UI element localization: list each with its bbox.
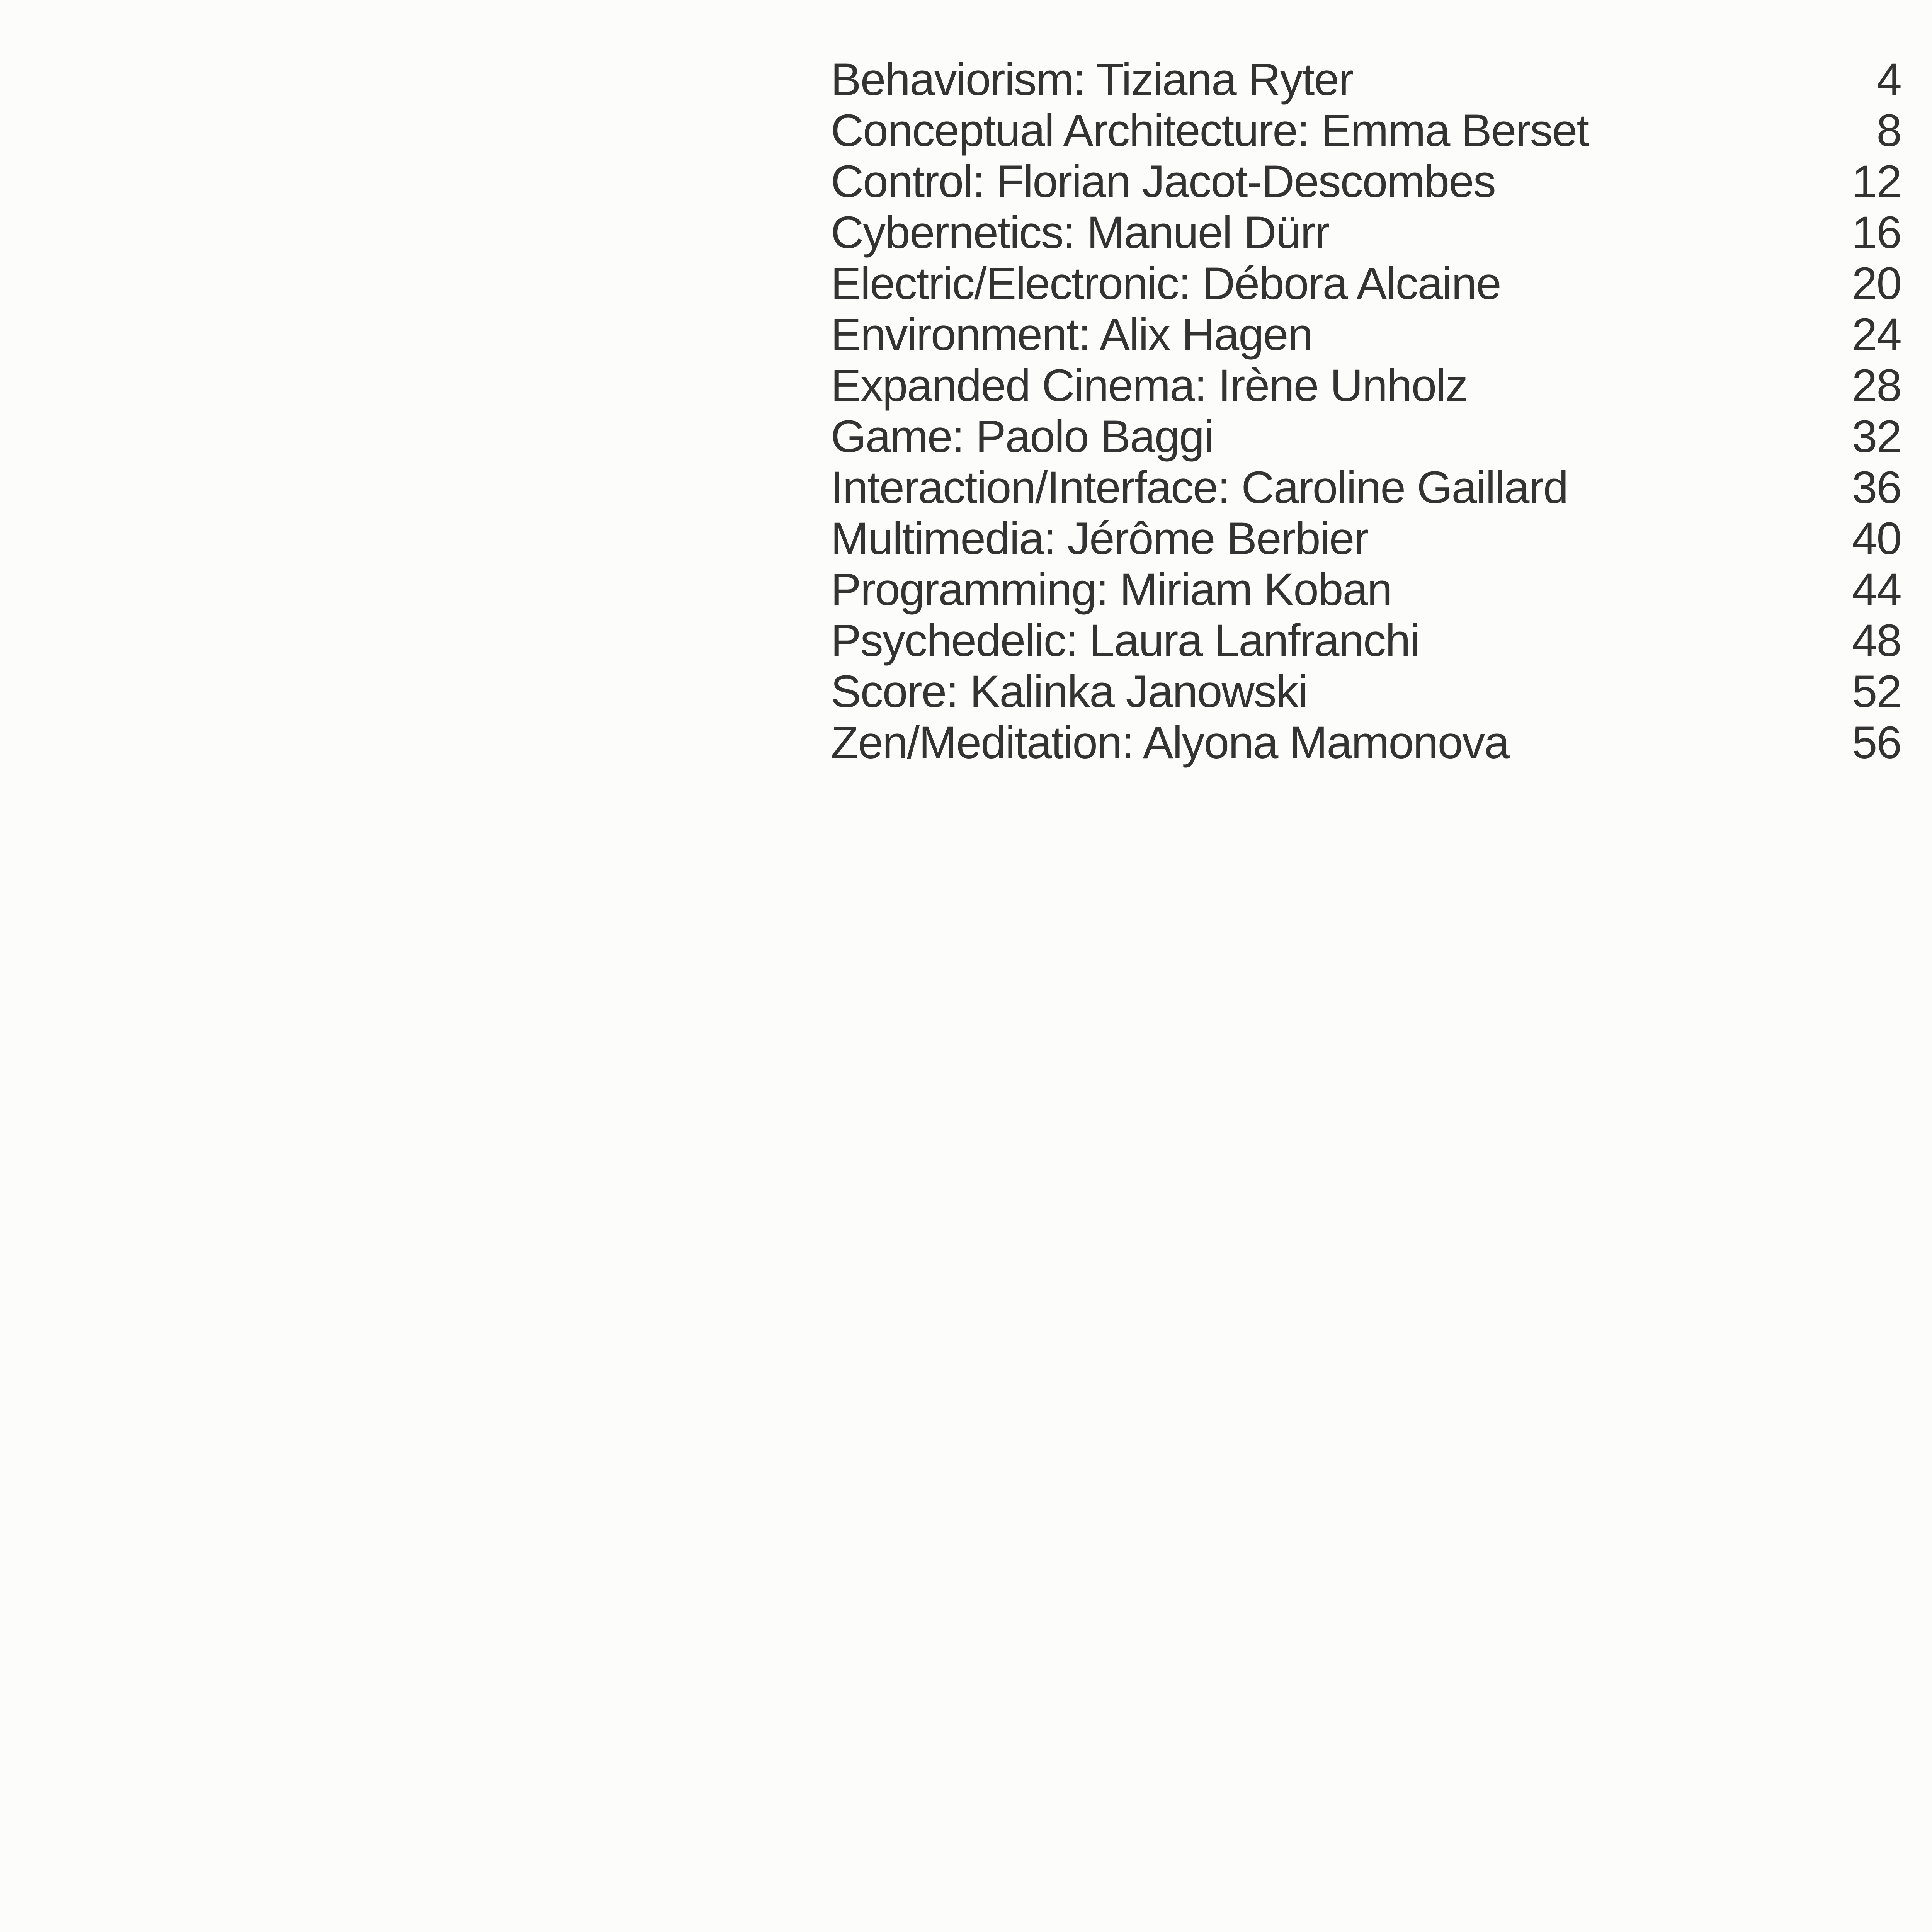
toc-entry-title: Control: Florian Jacot-Descombes bbox=[831, 156, 1495, 207]
toc-entry-page: 32 bbox=[1852, 411, 1901, 462]
toc-entry bbox=[831, 156, 1901, 207]
toc-entry-title: Interaction/Interface: Caroline Gaillard bbox=[831, 462, 1568, 513]
toc-entry-page: 24 bbox=[1852, 309, 1901, 360]
toc-entry bbox=[831, 717, 1901, 768]
toc-entry-page: 12 bbox=[1852, 156, 1901, 207]
toc-entry-title: Environment: Alix Hagen bbox=[831, 309, 1313, 360]
toc-entry bbox=[831, 462, 1901, 513]
toc-entry bbox=[831, 615, 1901, 666]
toc-entry-title: Game: Paolo Baggi bbox=[831, 411, 1213, 462]
toc-entry bbox=[831, 564, 1901, 615]
toc-entry bbox=[831, 309, 1901, 360]
toc-entry-title: Programming: Miriam Koban bbox=[831, 564, 1392, 615]
toc-entry-page: 56 bbox=[1852, 717, 1901, 768]
toc-entry-page: 48 bbox=[1852, 615, 1901, 666]
toc-entry-title: Zen/Meditation: Alyona Mamonova bbox=[831, 717, 1509, 768]
toc-entry-page: 16 bbox=[1852, 207, 1901, 258]
toc-entry-page: 8 bbox=[1876, 105, 1901, 156]
toc-entry-title: Psychedelic: Laura Lanfranchi bbox=[831, 615, 1419, 666]
toc-entry bbox=[831, 360, 1901, 411]
toc-entry-title: Conceptual Architecture: Emma Berset bbox=[831, 105, 1589, 156]
toc-entry-page: 4 bbox=[1876, 54, 1901, 105]
toc-entry-page: 20 bbox=[1852, 258, 1901, 309]
table-of-contents bbox=[831, 54, 1901, 768]
toc-entry bbox=[831, 666, 1901, 717]
toc-entry-page: 36 bbox=[1852, 462, 1901, 513]
toc-entry-title: Electric/Electronic: Débora Alcaine bbox=[831, 258, 1501, 309]
toc-entry-title: Cybernetics: Manuel Dürr bbox=[831, 207, 1329, 258]
toc-entry bbox=[831, 513, 1901, 564]
toc-entry bbox=[831, 258, 1901, 309]
toc-entry-page: 40 bbox=[1852, 513, 1901, 564]
toc-entry-title: Expanded Cinema: Irène Unholz bbox=[831, 360, 1468, 411]
toc-entry-title: Score: Kalinka Janowski bbox=[831, 666, 1307, 717]
toc-entry-page: 44 bbox=[1852, 564, 1901, 615]
toc-entry-page: 52 bbox=[1852, 666, 1901, 717]
toc-entry-page: 28 bbox=[1852, 360, 1901, 411]
toc-entry bbox=[831, 207, 1901, 258]
toc-entry bbox=[831, 105, 1901, 156]
toc-entry-title: Multimedia: Jérôme Berbier bbox=[831, 513, 1368, 564]
toc-entry bbox=[831, 411, 1901, 462]
toc-entry bbox=[831, 54, 1901, 105]
toc-entry-title: Behaviorism: Tiziana Ryter bbox=[831, 54, 1353, 105]
